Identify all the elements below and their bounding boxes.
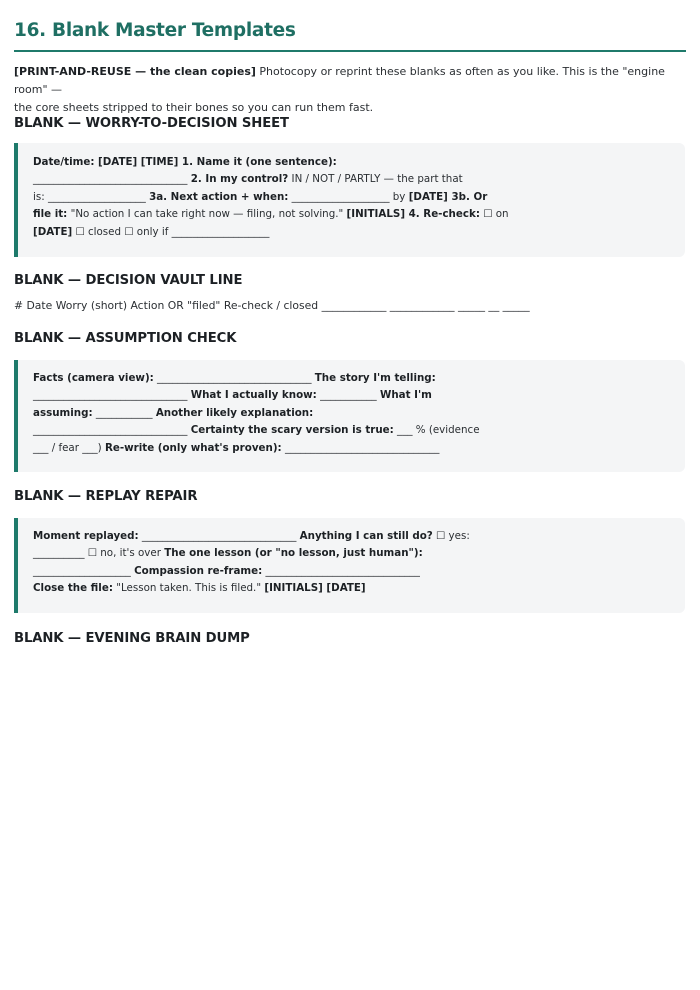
worry-line-2: ______________________________ 2. In my control? IN / NOT / PARTLY — the part that xyxy=(33,173,463,186)
worry-template-box xyxy=(14,143,685,257)
assumption-template-box xyxy=(14,360,685,472)
worry-line-4: file it: "No action I can take right now — filing, not solving." [INITIALS] 4. Re-check: ☐ on xyxy=(33,208,509,221)
section-title-assumption: BLANK — ASSUMPTION CHECK xyxy=(14,331,237,346)
assumption-line-1: Facts (camera view): ______________________________ The story I'm telling: xyxy=(33,372,436,384)
section-title-vault: BLANK — DECISION VAULT LINE xyxy=(14,273,243,288)
section-title-replay: BLANK — REPLAY REPAIR xyxy=(14,489,198,504)
intro-lead: [PRINT-AND-REUSE — the clean copies] xyxy=(14,65,256,78)
intro-paragraph xyxy=(14,63,686,117)
title-divider xyxy=(14,50,686,52)
worry-line-1: Date/time: [DATE] [TIME] 1. Name it (one sentence): xyxy=(33,156,337,168)
worry-line-3: is: ___________________ 3a. Next action + when: ___________________ by [DATE] 3b. Or xyxy=(33,190,488,203)
replay-line-3: ___________________ Compassion re-frame: ______________________________ xyxy=(33,564,420,577)
intro-text-2: the core sheets stripped to their bones so you can run them fast. xyxy=(14,101,374,114)
section-title-evening: BLANK — EVENING BRAIN DUMP xyxy=(14,631,250,646)
intro-text-1: Photocopy or reprint these blanks as often as you like. This is the "engine room" — xyxy=(14,65,665,96)
page-title: 16. Blank Master Templates xyxy=(14,20,296,41)
replay-line-2: __________ ☐ no, it's over The one lesson (or "no lesson, just human"): xyxy=(33,547,423,560)
section-title-worry: BLANK — WORRY-TO-DECISION SHEET xyxy=(14,116,289,131)
vault-line: # Date Worry (short) Action OR "filed" Re-check / closed ____________ ____________ _____ __ _____ xyxy=(14,299,530,312)
assumption-line-2: ______________________________ What I actually know: ___________ What I'm xyxy=(33,389,432,402)
worry-line-5: [DATE] ☐ closed ☐ only if ___________________ xyxy=(33,225,270,238)
assumption-line-5: ___ / fear ___) Re-write (only what's proven): ______________________________ xyxy=(33,441,440,454)
replay-line-1: Moment replayed: ______________________________ Anything I can still do? ☐ yes: xyxy=(33,530,470,542)
replay-template-box xyxy=(14,518,685,613)
replay-line-4: Close the file: "Lesson taken. This is filed." [INITIALS] [DATE] xyxy=(33,582,366,595)
assumption-line-4: ______________________________ Certainty the scary version is true: ___ % (evidence xyxy=(33,424,480,437)
assumption-line-3: assuming: ___________ Another likely explanation: xyxy=(33,406,314,419)
